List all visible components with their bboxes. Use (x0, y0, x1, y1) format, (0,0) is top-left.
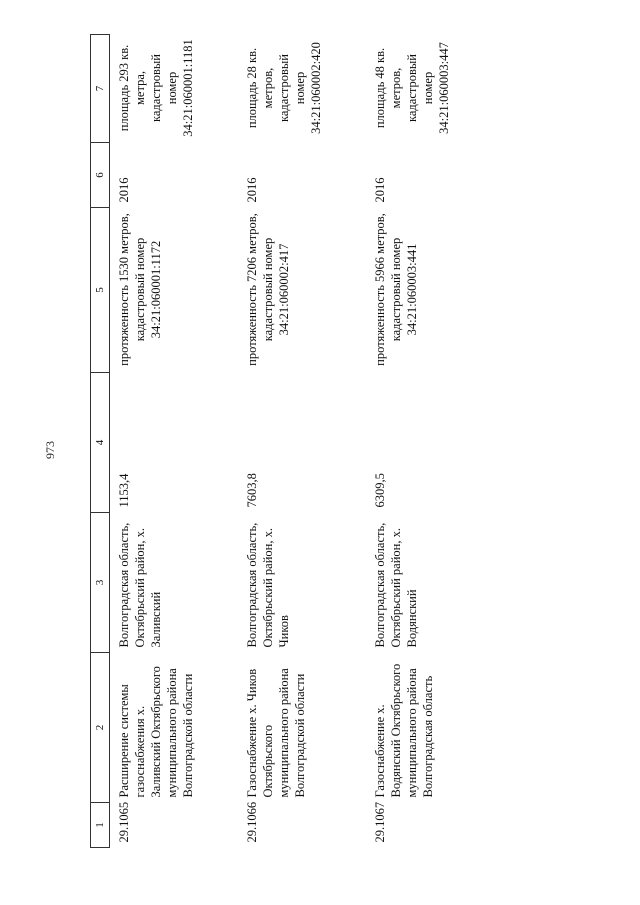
row-id: 29.1066 (245, 801, 259, 843)
header-row (91, 35, 110, 848)
column-header: 4 (91, 373, 110, 513)
row-id: 29.1067 (373, 801, 387, 843)
object-year: 2016 (373, 177, 387, 203)
column-header: 5 (91, 208, 110, 373)
object-name: Газоснабжение х. Чиков Октябрьского муниципального района Волгоградской области (245, 668, 307, 798)
land-info: площадь 48 кв. метров, кадастровый номер 34:21:060003:447 (373, 42, 451, 134)
rotated-table-container (90, 35, 618, 848)
object-cost: 7603,8 (245, 473, 259, 508)
object-characteristics: протяженность 5966 метров, кадастровый номер 34:21:060003:441 (373, 213, 419, 366)
object-year: 2016 (245, 177, 259, 203)
column-header: 1 (91, 803, 110, 848)
table-row (110, 35, 239, 848)
object-cost: 1153,4 (117, 473, 131, 508)
page-number: 973 (43, 441, 57, 459)
object-cost: 6309,5 (373, 473, 387, 508)
property-table (90, 34, 494, 848)
object-location: Волгоградская область, Октябрьский район, х. Заливский (117, 522, 163, 648)
object-characteristics: протяженность 7206 метров, кадастровый номер 34:21:060002:417 (245, 213, 291, 366)
table-row (238, 35, 366, 848)
column-header: 3 (91, 513, 110, 653)
object-characteristics: протяженность 1530 метров, кадастровый номер 34:21:060001:1172 (117, 213, 163, 366)
object-location: Волгоградская область, Октябрьский район, х. Чиков (245, 522, 291, 648)
object-name: Расширение системы газоснабжения х. Заливский Октябрьского муниципального района Волгоградской области (117, 666, 195, 798)
object-year: 2016 (117, 177, 131, 203)
column-header: 6 (91, 143, 110, 208)
object-name: Газоснабжение х. Водянский Октябрьского муниципального района Волгоградская область (373, 663, 435, 798)
object-location: Волгоградская область, Октябрьский район, х. Водянский (373, 522, 419, 648)
column-header: 2 (91, 653, 110, 803)
land-info: площадь 28 кв. метров, кадастровый номер 34:21:060002:420 (245, 42, 323, 134)
column-header: 7 (91, 35, 110, 143)
row-id: 29.1065 (117, 801, 131, 843)
land-info: площадь 293 кв. метра, кадастровый номер 34:21:060001:1181 (117, 39, 195, 137)
table-row (366, 35, 494, 848)
